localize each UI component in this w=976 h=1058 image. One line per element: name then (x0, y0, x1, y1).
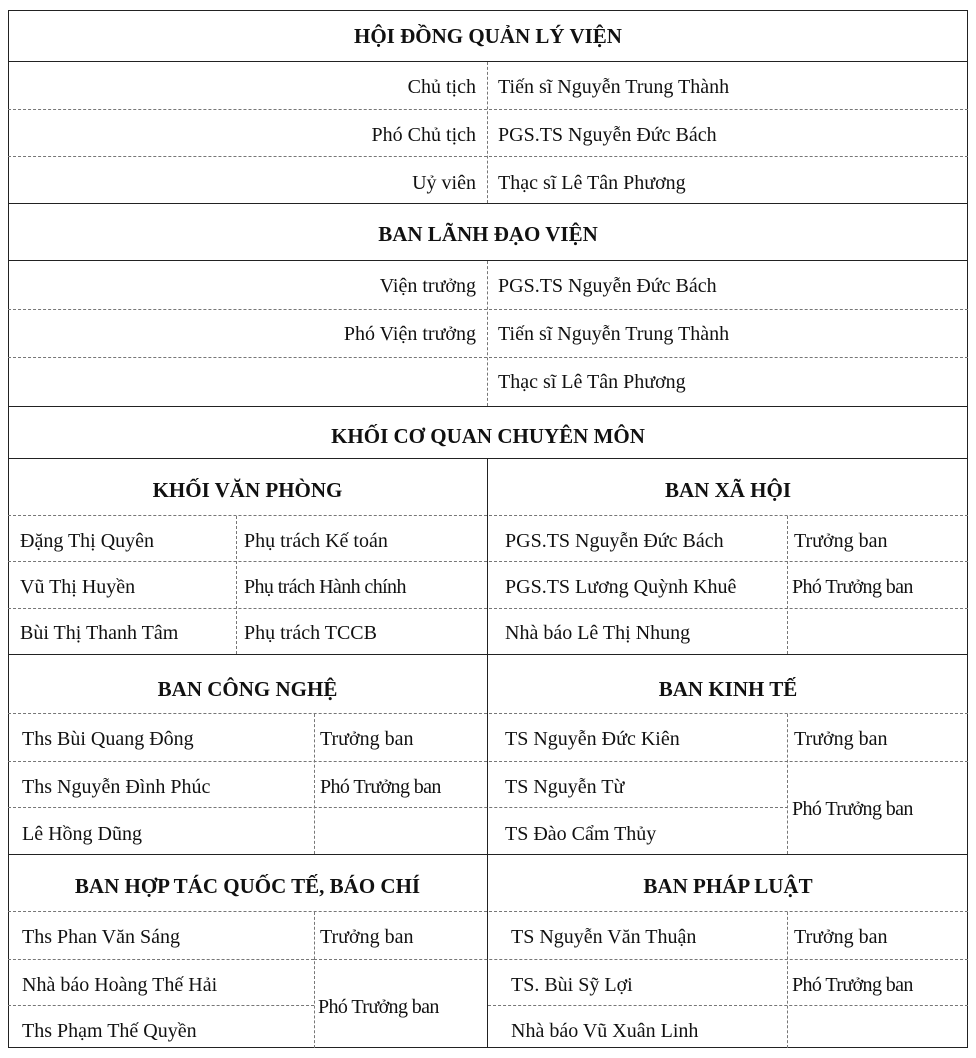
row-divider (8, 761, 968, 762)
column-divider (487, 62, 488, 203)
column-divider (787, 714, 788, 854)
office-name-2: Vũ Thị Huyền (20, 576, 136, 598)
social-name-3: Nhà báo Lê Thị Nhung (505, 622, 691, 644)
council-role-chair: Chủ tịch (407, 76, 476, 98)
social-role-2: Phó Trưởng ban (792, 576, 913, 598)
economics-merged-role: Phó Trưởng ban (792, 798, 913, 820)
leadership-role-director: Viện trưởng (379, 275, 476, 297)
office-name-3: Bùi Thị Thanh Tâm (20, 622, 179, 644)
leadership-name-director: PGS.TS Nguyễn Đức Bách (498, 275, 717, 297)
row-divider (8, 713, 968, 714)
divider (8, 458, 968, 459)
technology-role-2: Phó Trưởng ban (320, 776, 441, 798)
law-name-2: TS. Bùi Sỹ Lợi (511, 974, 633, 996)
row-divider (8, 109, 968, 110)
technology-name-2: Ths Nguyễn Đình Phúc (22, 776, 211, 798)
council-name-chair: Tiến sĩ Nguyễn Trung Thành (498, 76, 730, 98)
column-divider (314, 714, 315, 854)
social-title: BAN XÃ HỘI (664, 478, 791, 502)
international-name-3: Ths Phạm Thế Quyền (22, 1020, 197, 1042)
international-name-2: Nhà báo Hoàng Thế Hải (22, 974, 218, 996)
column-divider (236, 516, 237, 654)
row-divider (314, 959, 968, 960)
international-merged-role: Phó Trưởng ban (318, 996, 439, 1018)
row-divider (8, 608, 968, 609)
council-role-member: Uỷ viên (412, 172, 476, 194)
row-divider (8, 561, 968, 562)
divider (8, 203, 968, 204)
council-name-member: Thạc sĩ Lê Tân Phương (498, 172, 686, 194)
technology-name-3: Lê Hồng Dũng (22, 823, 142, 845)
international-title: BAN HỢP TÁC QUỐC TẾ, BÁO CHÍ (74, 874, 421, 898)
economics-name-2: TS Nguyễn Từ (505, 776, 625, 798)
international-role-1: Trưởng ban (320, 926, 414, 948)
technology-title: BAN CÔNG NGHỆ (157, 677, 338, 701)
law-role-1: Trưởng ban (794, 926, 888, 948)
row-divider (8, 515, 968, 516)
council-title: HỘI ĐỒNG QUẢN LÝ VIỆN (354, 24, 622, 48)
row-divider (8, 357, 968, 358)
column-divider (787, 516, 788, 654)
office-name-1: Đặng Thị Quyên (20, 530, 155, 552)
row-divider (8, 911, 968, 912)
council-name-vice-chair: PGS.TS Nguyễn Đức Bách (498, 124, 717, 146)
technology-name-1: Ths Bùi Quang Đông (22, 728, 194, 750)
office-role-2: Phụ trách Hành chính (244, 576, 406, 598)
divider (8, 406, 968, 407)
law-title: BAN PHÁP LUẬT (643, 874, 813, 898)
law-name-3: Nhà báo Vũ Xuân Linh (511, 1020, 699, 1042)
column-divider (487, 261, 488, 406)
row-divider (488, 1005, 968, 1006)
social-name-1: PGS.TS Nguyễn Đức Bách (505, 530, 724, 552)
economics-name-1: TS Nguyễn Đức Kiên (505, 728, 680, 750)
row-divider (8, 959, 314, 960)
law-name-1: TS Nguyễn Văn Thuận (511, 926, 697, 948)
column-divider (314, 912, 315, 1048)
international-name-1: Ths Phan Văn Sáng (22, 926, 180, 948)
office-role-3: Phụ trách TCCB (244, 622, 377, 644)
row-divider (8, 156, 968, 157)
economics-role-1: Trưởng ban (794, 728, 888, 750)
column-divider (787, 912, 788, 1048)
economics-name-3: TS Đào Cẩm Thủy (505, 823, 657, 845)
divider (8, 854, 968, 855)
leadership-name-vice-director-2: Thạc sĩ Lê Tân Phương (498, 371, 686, 393)
divider (8, 61, 968, 62)
row-divider (8, 309, 968, 310)
row-divider (8, 1005, 314, 1006)
row-divider (8, 807, 788, 808)
leadership-title: BAN LÃNH ĐẠO VIỆN (378, 222, 598, 246)
professional-title: KHỐI CƠ QUAN CHUYÊN MÔN (331, 424, 645, 448)
technology-role-1: Trưởng ban (320, 728, 414, 750)
leadership-role-vice-director: Phó Viện trưởng (343, 323, 476, 345)
office-title: KHỐI VĂN PHÒNG (152, 478, 343, 502)
council-role-vice-chair: Phó Chủ tịch (371, 124, 476, 146)
office-role-1: Phụ trách Kế toán (244, 530, 388, 552)
leadership-name-vice-director-1: Tiến sĩ Nguyễn Trung Thành (498, 323, 730, 345)
law-role-2: Phó Trưởng ban (792, 974, 913, 996)
economics-title: BAN KINH TẾ (658, 677, 798, 701)
social-role-1: Trưởng ban (794, 530, 888, 552)
social-name-2: PGS.TS Lương Quỳnh Khuê (505, 576, 737, 598)
divider (8, 654, 968, 655)
divider (8, 260, 968, 261)
